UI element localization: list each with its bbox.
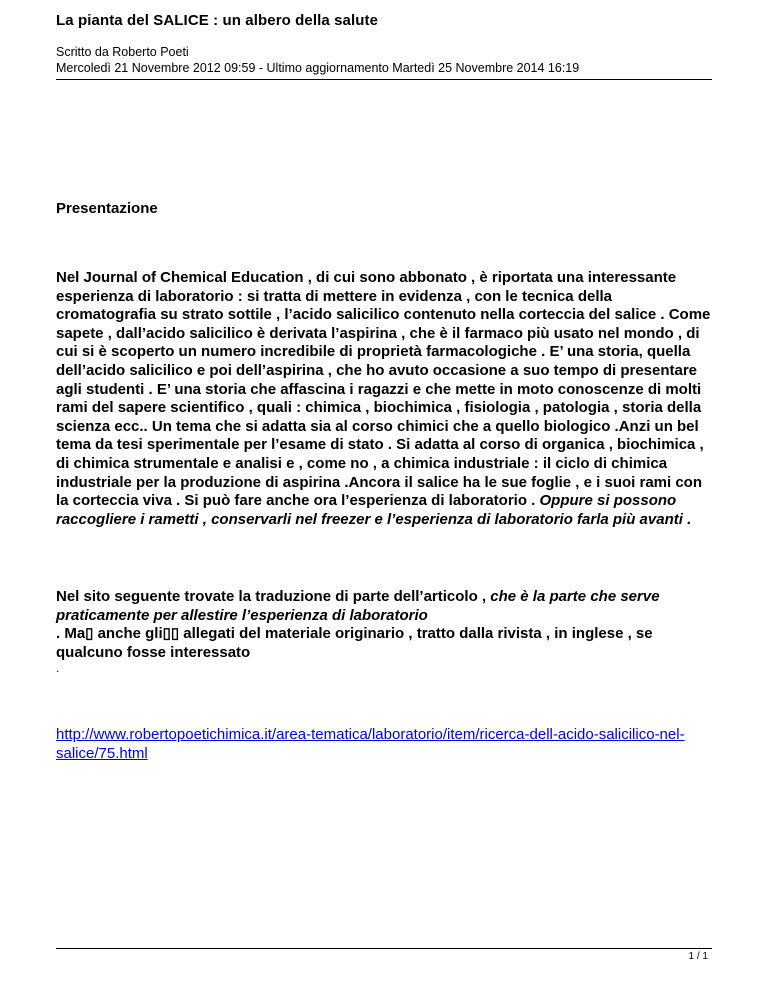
page-number: 1 / 1	[688, 951, 708, 962]
header-divider	[56, 79, 712, 80]
paragraph-site-italic: che è la parte che serve praticamente per allestire l’esperienza di laboratorio	[56, 588, 660, 624]
paragraph-site-bold-start: Nel sito seguente trovate la traduzione di parte dell’articolo ,	[56, 588, 491, 605]
date-line: Mercoledì 21 Novembre 2012 09:59 - Ultimo aggiornamento Martedì 25 Novembre 2014 16:19	[56, 61, 580, 75]
paragraph-presentation-italic: Oppure si possono raccogliere i rametti , conservarli nel freezer e l’esperienza di laboratorio farla più avanti .	[56, 492, 692, 528]
paragraph-presentation-bold: Nel Journal of Chemical Education , di cui sono abbonato , è riportata una interessante esperienza di laboratorio : si tratta di mettere in evidenza , con le tecnica della cromatografia su strato sottile , l’acido salicilico contenuto nella corteccia del salice . Come sapete , dall’acido salicilico è derivata l’aspirina , che è il farmaco più usato nel mondo , di cui si è scoperto un numero incredibile di proprietà farmacologiche . E’ una storia, quella dell’acido salicilico e poi dell’aspirina , che ho avuto occasione a suo tempo di presentare agli studenti . E’ una storia che affascina i ragazzi e che mette in moto conoscenze di molti rami del sapere scientifico , quali : chimica , biochimica , fisiologia , patologia , storia della scienza ecc.. Un tema che si adatta sia al corso chimici che a quello biologico .Anzi un bel tema da tesi sperimentale per l’esame di stato . Si adatta al corso di organica , biochimica , di chimica strumentale e analisi e , come no , a chimica industriale : il ciclo di chimica industriale per la produzione di aspirina .Ancora il salice ha le sue foglie , e i suoi rami con la corteccia viva . Si può fare anche ora l’esperienza di laboratorio .	[56, 269, 711, 510]
article-link[interactable]: http://www.robertopoetichimica.it/area-tematica/laboratorio/item/ricerca-dell-acido-salicilico-nel-salice/75.html	[56, 726, 685, 762]
author-line: Scritto da Roberto Poeti	[56, 45, 189, 59]
paragraph-presentation	[56, 269, 716, 529]
trailing-dot: .	[56, 661, 60, 675]
paragraph-site-bold-end: . Ma▯ anche gli▯▯ allegati del materiale originario , tratto dalla rivista , in inglese , se qualcuno fosse interessato	[56, 625, 653, 661]
page-title: La pianta del SALICE : un albero della salute	[56, 12, 379, 29]
footer-divider	[56, 948, 712, 949]
paragraph-site	[56, 588, 716, 662]
section-heading: Presentazione	[56, 200, 158, 217]
